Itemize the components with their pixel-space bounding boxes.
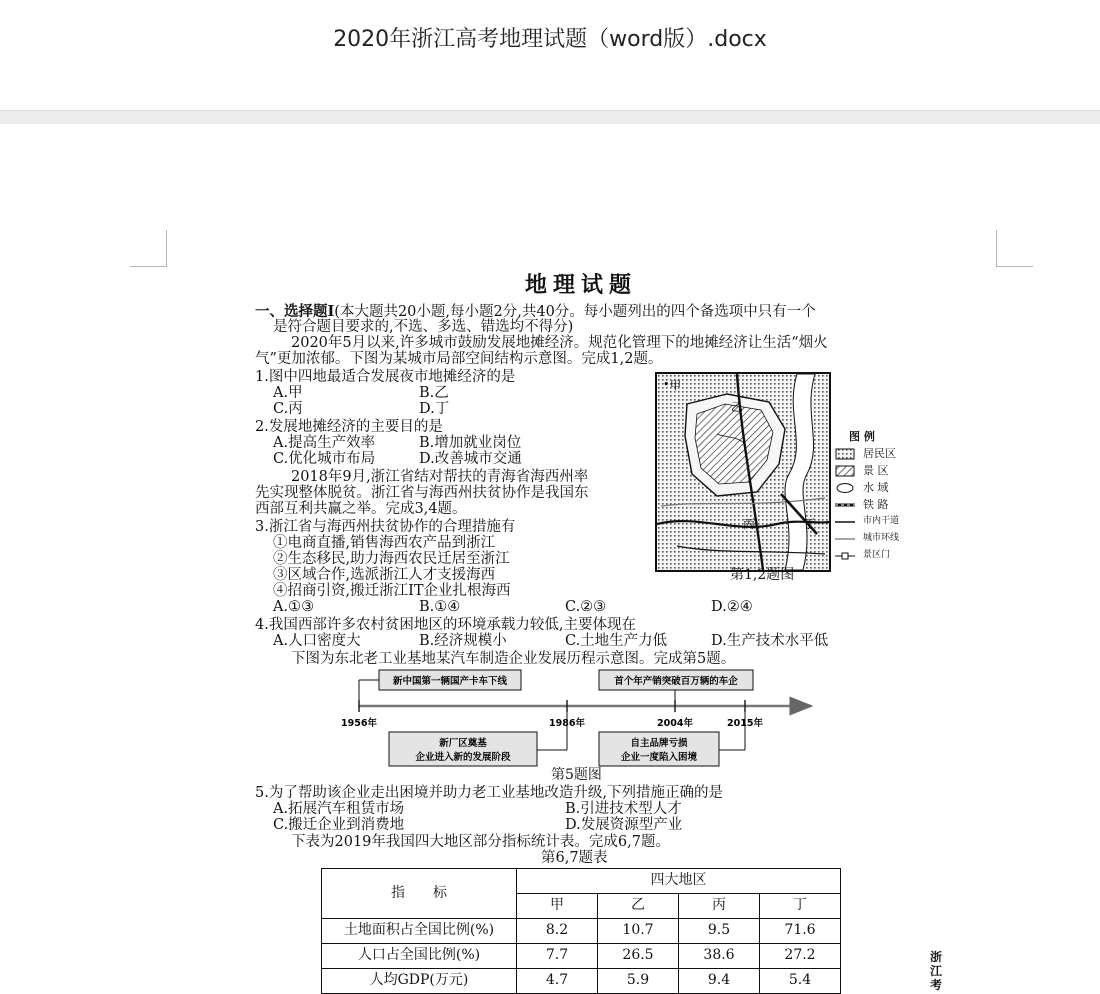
document-title: 2020年浙江高考地理试题（word版）.docx — [333, 27, 767, 52]
side-margin-text: 浙江考 — [930, 950, 943, 992]
ring-road-symbol — [833, 533, 857, 545]
timeline-caption: 第5题图 — [551, 767, 602, 783]
table-header-indicator: 指 标 — [322, 869, 517, 919]
cell: 5.4 — [760, 969, 841, 994]
event-bottom-right-1: 自主品牌亏损 — [630, 738, 688, 749]
map-label-jia: • — [663, 378, 670, 391]
q2-option-c: C.优化城市布局 — [273, 451, 376, 467]
document-header — [0, 0, 1100, 110]
event-top-left: 新中国第一辆国产卡车下线 — [392, 676, 508, 687]
legend-title: 图 例 — [849, 430, 875, 443]
q3-option-c: C.②③ — [565, 599, 607, 615]
gate-symbol — [833, 550, 857, 562]
cell: 4.7 — [517, 969, 598, 994]
legend-label-main-road: 市内干道 — [863, 516, 900, 526]
water-symbol — [833, 482, 857, 494]
cell: 10.7 — [598, 919, 679, 944]
legend-label-scenic: 景 区 — [863, 464, 889, 477]
exam-title: 地理试题 — [525, 272, 638, 298]
q2-option-d: D.改善城市交通 — [419, 451, 522, 467]
question-2: 2.发展地摊经济的主要目的是 — [255, 419, 443, 435]
year-2015: 2015年 — [727, 718, 763, 729]
table-region-jia: 甲 — [517, 894, 598, 919]
section-note: (本大题共20小题,每小题2分,共40分。每小题列出的四个备选项中只有一个 — [334, 304, 816, 320]
question-4: 4.我国西部许多农村贫困地区的环境承载力较低,主要体现在 — [255, 617, 636, 633]
table-caption: 第6,7题表 — [541, 850, 608, 866]
legend-residential — [833, 445, 923, 462]
q3-item-4: ④招商引资,搬迁浙江IT企业扎根海西 — [273, 583, 511, 599]
q4-option-d: D.生产技术水平低 — [711, 633, 829, 649]
section-note-2: 是符合题目要求的,不选、多选、错选均不得分) — [273, 319, 574, 335]
table-row — [322, 969, 841, 994]
city-structure-map — [655, 372, 831, 572]
intro4: 下表为2019年我国四大地区部分指标统计表。完成6,7题。 — [291, 834, 670, 850]
table-region-bing: 丙 — [679, 894, 760, 919]
q1-option-c: C.丙 — [273, 401, 303, 417]
q1-option-a: A.甲 — [273, 385, 303, 401]
legend-label-water: 水 域 — [863, 481, 889, 494]
section-heading: 一、选择题Ⅰ — [255, 303, 335, 320]
table-region-ding: 丁 — [760, 894, 841, 919]
q3-option-d: D.②④ — [711, 599, 753, 615]
railway-symbol — [833, 499, 857, 511]
q5-option-c: C.搬迁企业到消费地 — [273, 817, 405, 833]
cell: 38.6 — [679, 944, 760, 969]
map-label-bing: 丙 — [743, 517, 756, 531]
cell: 26.5 — [598, 944, 679, 969]
intro2-line1: 2018年9月,浙江省结对帮扶的青海省海西州率 — [291, 469, 589, 485]
year-2004: 2004年 — [657, 718, 693, 729]
table-header-regions: 四大地区 — [517, 869, 841, 894]
legend-label-residential: 居民区 — [863, 447, 896, 460]
q5-option-d: D.发展资源型产业 — [565, 817, 683, 833]
intro1-line1: 2020年5月以来,许多城市鼓励发展地摊经济。规范化管理下的地摊经济让生活“烟火 — [291, 335, 828, 351]
legend-main-road — [833, 513, 923, 530]
map-label-jia-text: 甲 — [670, 379, 681, 392]
row-label: 人均GDP(万元) — [322, 969, 517, 994]
map-drawing — [657, 374, 829, 570]
year-1956: 1956年 — [341, 718, 377, 729]
legend-railway — [833, 496, 923, 513]
scenic-symbol — [833, 465, 857, 477]
cell: 27.2 — [760, 944, 841, 969]
cell: 9.5 — [679, 919, 760, 944]
q3-item-1: ①电商直播,销售海西农产品到浙江 — [273, 535, 496, 551]
legend-label-gate: 景区门 — [863, 550, 891, 560]
q1-option-d: D.丁 — [419, 401, 450, 417]
question-5: 5.为了帮助该企业走出困境并助力老工业基地改造升级,下列措施正确的是 — [255, 785, 723, 801]
table-region-yi: 乙 — [598, 894, 679, 919]
enterprise-timeline — [341, 666, 819, 782]
event-bottom-left-2: 企业进入新的发展阶段 — [415, 752, 511, 763]
row-label: 土地面积占全国比例(%) — [322, 919, 517, 944]
map-label-ding: 丁 — [803, 517, 816, 531]
cell: 71.6 — [760, 919, 841, 944]
regional-indicator-table — [321, 868, 841, 994]
map-legend — [833, 428, 923, 564]
legend-ring-road — [833, 530, 923, 547]
year-1986: 1986年 — [549, 718, 585, 729]
legend-gate — [833, 547, 923, 564]
question-3: 3.浙江省与海西州扶贫协作的合理措施有 — [255, 519, 516, 535]
event-bottom-left-1: 新厂区奠基 — [439, 738, 487, 749]
legend-scenic — [833, 462, 923, 479]
intro2-line3: 西部互利共赢之举。完成3,4题。 — [255, 501, 467, 517]
q1-option-b: B.乙 — [419, 385, 449, 401]
cell: 8.2 — [517, 919, 598, 944]
map-label-yi: 乙 — [731, 400, 744, 414]
event-bottom-right-2: 企业一度陷入困境 — [620, 752, 698, 763]
q2-option-a: A.提高生产效率 — [273, 435, 376, 451]
q2-option-b: B.增加就业岗位 — [419, 435, 522, 451]
q4-option-b: B.经济规模小 — [419, 633, 507, 649]
cell: 5.9 — [598, 969, 679, 994]
legend-label-ring-road: 城市环线 — [863, 533, 900, 543]
q5-option-a: A.拓展汽车租赁市场 — [273, 801, 405, 817]
timeline-drawing — [341, 666, 819, 782]
margin-corner-right — [996, 230, 1033, 267]
q3-option-a: A.①③ — [273, 599, 315, 615]
q3-option-b: B.①④ — [419, 599, 461, 615]
legend-label-railway: 铁 路 — [863, 498, 889, 511]
q4-option-c: C.土地生产力低 — [565, 633, 668, 649]
row-label: 人口占全国比例(%) — [322, 944, 517, 969]
intro1-line2: 气”更加浓郁。下图为某城市局部空间结构示意图。完成1,2题。 — [255, 351, 663, 367]
event-top-right: 首个年产销突破百万辆的车企 — [614, 676, 738, 687]
intro3: 下图为东北老工业基地某汽车制造企业发展历程示意图。完成第5题。 — [291, 651, 736, 667]
q4-option-a: A.人口密度大 — [273, 633, 361, 649]
question-1: 1.图中四地最适合发展夜市地摊经济的是 — [255, 369, 516, 385]
q5-option-b: B.引进技术型人才 — [565, 801, 682, 817]
q3-item-2: ②生态移民,助力海西农民迁居至浙江 — [273, 551, 510, 567]
table-row — [322, 944, 841, 969]
map-caption: 第1,2题图 — [730, 567, 795, 583]
toolbar-divider — [0, 110, 1100, 125]
cell: 9.4 — [679, 969, 760, 994]
margin-corner-left — [130, 230, 167, 267]
legend-water — [833, 479, 923, 496]
intro2-line2: 先实现整体脱贫。浙江省与海西州扶贫协作是我国东 — [255, 485, 589, 501]
residential-symbol — [833, 448, 857, 460]
main-road-symbol — [833, 516, 857, 528]
q3-item-3: ③区域合作,选派浙江人才支援海西 — [273, 567, 496, 583]
table-row — [322, 919, 841, 944]
cell: 7.7 — [517, 944, 598, 969]
